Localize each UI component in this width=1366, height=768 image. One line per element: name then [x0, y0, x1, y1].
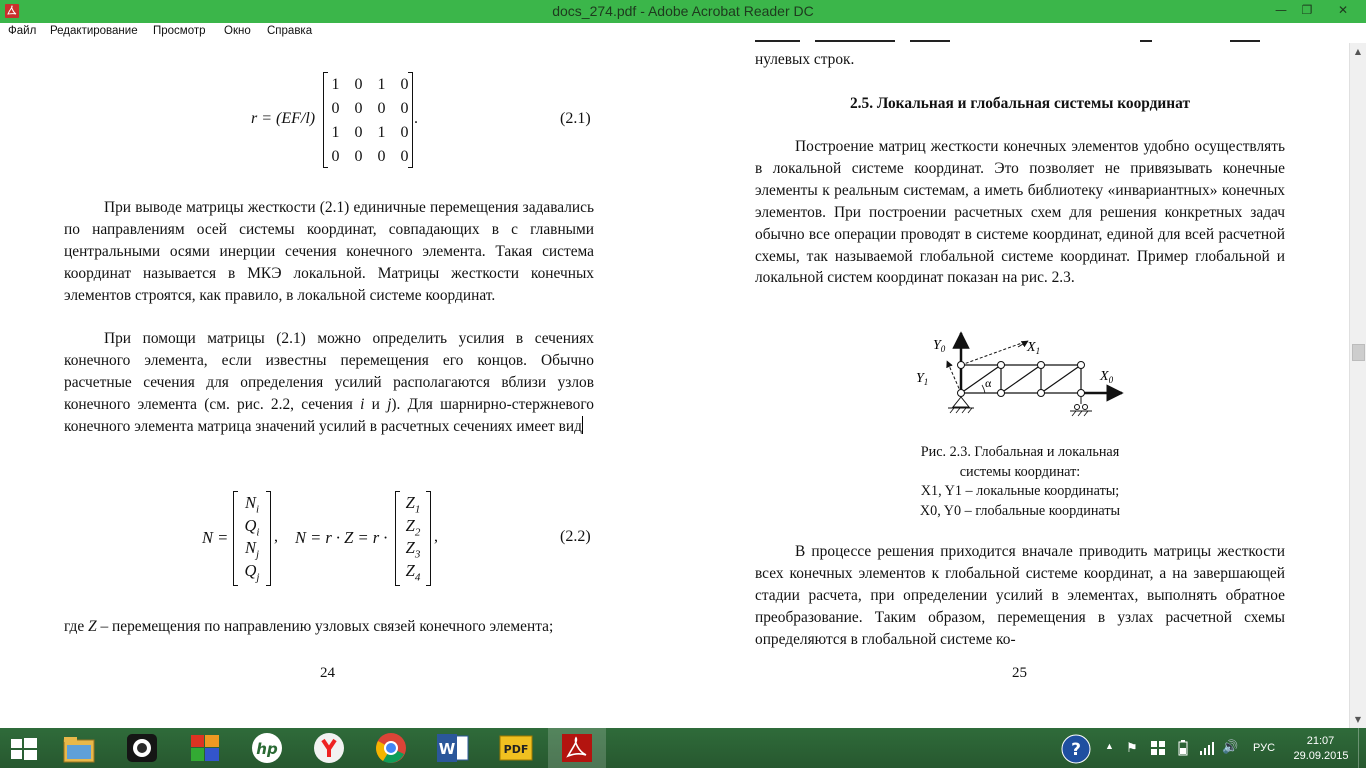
svg-text:W: W	[438, 740, 456, 758]
eq1-lhs: r = (EF/l)	[251, 110, 316, 127]
taskbar-media-player[interactable]	[114, 728, 172, 768]
taskbar-pdf-tool[interactable]	[487, 728, 545, 768]
right-page-number: 25	[1012, 665, 1027, 681]
vec-cell: $Q_j$	[244, 560, 260, 583]
label-y0: $Y_0$	[933, 338, 946, 354]
word-icon	[436, 733, 470, 763]
clock-date[interactable]: 29.09.2015	[1293, 750, 1349, 762]
eq2-n-vector	[233, 492, 271, 585]
taskbar-file-explorer[interactable]	[50, 728, 108, 768]
taskbar-chrome[interactable]	[362, 728, 420, 768]
left-paragraph-1: При выводе матрицы жесткости (2.1) единичные перемещения задавались по направлениям осей системы координат, совпадающих в с главными центральными осями инерции сечения конечного элемента. Такая система координат называется в МКЭ локальной. Матрицы жесткости конечных элементов строятся, как правило, в локальной системе координат.	[64, 199, 594, 304]
label-alpha: α	[985, 376, 992, 390]
eq2-lhs: N =	[202, 528, 229, 547]
menu-view[interactable]: Просмотр	[153, 25, 206, 37]
eq2-z-vector	[395, 492, 431, 585]
start-button[interactable]	[0, 728, 48, 768]
menu-window[interactable]: Окно	[224, 25, 251, 37]
show-desktop-button[interactable]	[1358, 728, 1366, 768]
eq2-number: (2.2)	[560, 528, 591, 545]
vec-cell: $N_j$	[244, 538, 260, 561]
puzzle-icon	[189, 733, 221, 763]
title-bar	[0, 0, 1366, 23]
vec-cell: $Z_2$	[405, 515, 421, 538]
vec-cell: $Z_1$	[405, 493, 421, 516]
scroll-down-arrow-icon[interactable]: ▼	[1354, 715, 1362, 724]
vertical-scrollbar[interactable]	[1349, 43, 1366, 728]
action-center-flag-icon[interactable]: ⚑	[1126, 740, 1138, 755]
left-paragraph-3: где Z – перемещения по направлению узловых связей конечного элемента;	[64, 618, 554, 635]
eq1-period: .	[414, 110, 418, 127]
menu-help[interactable]: Справка	[267, 25, 313, 37]
windows-logo-icon	[11, 738, 37, 760]
label-x1: $X_1$	[1027, 340, 1041, 356]
restore-button[interactable]: ❐	[1301, 3, 1313, 17]
tray-expand-icon[interactable]: ▲	[1105, 741, 1114, 751]
caption-line-4: X0, Y0 – глобальные координаты	[919, 502, 1121, 519]
text-cursor	[582, 416, 583, 434]
eq1-matrix	[323, 73, 413, 167]
folder-icon	[62, 734, 96, 764]
yandex-browser-icon	[313, 732, 345, 764]
right-top-fragment: нулевых строк.	[755, 51, 855, 68]
network-signal-icon[interactable]	[1199, 740, 1215, 756]
eq1-row-2: 0 0 0 0	[331, 100, 409, 117]
svg-text:?: ?	[1071, 740, 1081, 760]
pin-support	[953, 397, 969, 407]
left-paragraph-2: При помощи матрицы (2.1) можно определить усилия в сечениях конечного элемента, если известны перемещения его концов. Обычно расчетные сечения для определения усилий располагаются вблизи узлов конечного элемента (см. рис. 2.2, сечения i и j). Для шарнирно-стержневого конечного элемента матрица значений усилий в расчетных сечениях имеет вид	[64, 330, 595, 435]
acrobat-reader-icon	[561, 733, 593, 763]
menu-edit[interactable]: Редактирование	[50, 25, 138, 37]
vec-cell: $Q_i$	[244, 515, 260, 538]
caption-line-3: X1, Y1 – локальные координаты;	[920, 483, 1120, 499]
scroll-up-arrow-icon[interactable]: ▲	[1354, 47, 1362, 56]
help-icon[interactable]	[1060, 734, 1092, 764]
label-y1: $Y_1$	[916, 371, 929, 387]
clock-time[interactable]: 21:07	[1306, 735, 1335, 747]
eq1-row-4: 0 0 0 0	[331, 148, 409, 165]
svg-text:hp: hp	[256, 740, 278, 758]
windows-tray-icon[interactable]	[1151, 741, 1165, 755]
taskbar-word[interactable]	[424, 728, 482, 768]
vec-cell: $N_i$	[244, 493, 260, 516]
right-paragraph-1: Построение матриц жесткости конечных элементов удобно осуществлять в локальной системе координат. Это позволяет не привязывать конечные элементы к реальным системам, а иметь библиотеку «инвариантных» конечных элементов. При построении расчетных схем для решения конкретных задач обычно все операции проводят в системе координат, единой для всей расчетной схемы, так называемой глобальной системе координат. Пример глобальной и локальной систем координат показан на рис. 2.3.	[755, 138, 1285, 287]
eq2-comma-1: ,	[274, 528, 278, 545]
left-page-number: 24	[320, 665, 335, 681]
vec-cell: $Z_3$	[405, 538, 421, 561]
taskbar	[0, 728, 1366, 768]
media-player-icon	[126, 733, 158, 763]
figure-caption	[870, 443, 1170, 521]
taskbar-games[interactable]	[177, 728, 235, 768]
eq1-row-3: 1 0 1 0	[331, 124, 409, 141]
right-paragraph-2: В процессе решения приходится вначале приводить матрицы жесткости всех конечных элементов к глобальной системе координат, а на завершающей стадии расчета, при определении усилий в элементах, выполнять обратное преобразование. Таким образом, перемещения в узлах расчетной схемы определяются в глобальной системе ко-	[755, 543, 1285, 648]
scroll-thumb[interactable]	[1352, 344, 1365, 361]
svg-text:PDF: PDF	[503, 743, 529, 756]
volume-icon[interactable]: 🔊	[1222, 739, 1239, 754]
vec-cell: $Z_4$	[405, 560, 421, 583]
taskbar-acrobat-reader[interactable]	[548, 728, 606, 768]
eq2-comma-2: ,	[434, 528, 438, 545]
eq1-number: (2.1)	[560, 110, 591, 127]
hp-logo-icon	[251, 732, 283, 764]
taskbar-yandex-browser[interactable]	[300, 728, 358, 768]
menu-file[interactable]: Файл	[8, 25, 37, 37]
caption-line-1: Рис. 2.3. Глобальная и локальная	[920, 444, 1120, 460]
clipped-previous-line	[755, 37, 1285, 43]
taskbar-hp[interactable]	[238, 728, 296, 768]
eq1-row-1: 1 0 1 0	[331, 76, 409, 93]
close-button[interactable]: ✕	[1320, 0, 1366, 21]
window-title: docs_274.pdf - Adobe Acrobat Reader DC	[552, 3, 814, 19]
eq2-middle: N = r · Z = r ·	[295, 528, 388, 547]
pdf-tool-icon	[499, 735, 533, 761]
caption-line-2: системы координат:	[959, 463, 1081, 480]
section-heading: 2.5. Локальная и глобальная системы координат	[849, 95, 1191, 112]
label-x0: $X_0$	[1100, 369, 1114, 385]
x1-axis-dashed	[961, 343, 1022, 365]
figure-2-3	[900, 325, 1140, 425]
minimize-button[interactable]: —	[1275, 3, 1287, 17]
language-indicator[interactable]: РУС	[1253, 742, 1276, 754]
battery-icon[interactable]	[1176, 740, 1190, 756]
chrome-icon	[375, 732, 407, 764]
